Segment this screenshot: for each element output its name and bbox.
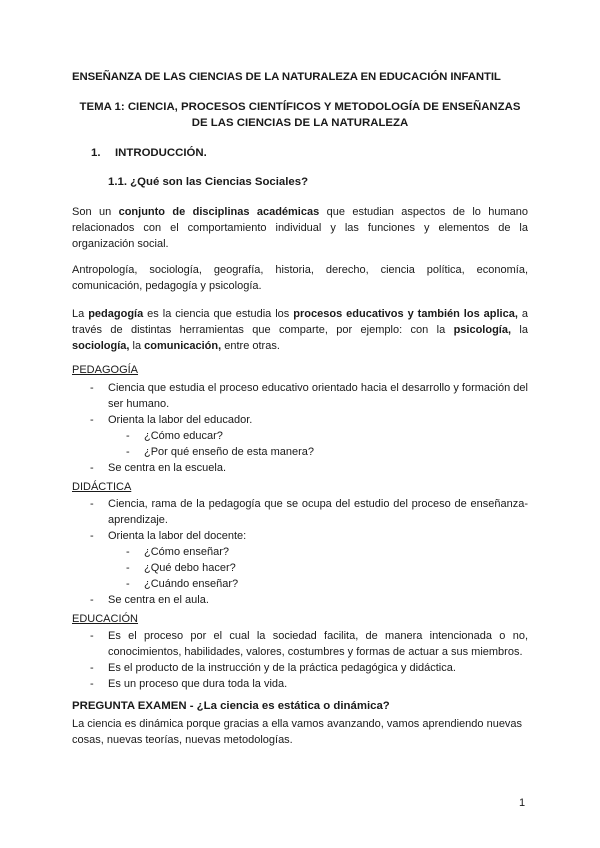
paragraph-disciplines: Antropología, sociología, geografía, historia, derecho, ciencia política, economía, comunicación, pedagogía y psicología. — [72, 264, 528, 292]
list-item: - Es un proceso que dura toda la vida. — [72, 676, 528, 692]
list-item: - Es el proceso por el cual la sociedad facilita, de manera intencionada o no, conocimientos, habilidades, valores, costumbres y formas de actuar a sus miembros. — [72, 628, 528, 660]
bold-run: sociología, — [72, 340, 130, 352]
list-item — [72, 412, 528, 460]
page-number: 1 — [519, 797, 526, 809]
didactica-list — [72, 496, 528, 608]
sub-list-item: - ¿Qué debo hacer? — [108, 560, 528, 576]
text-run: entre otras. — [221, 340, 280, 352]
pedagogia-heading: PEDAGOGÍA — [72, 364, 139, 376]
list-item: - Ciencia que estudia el proceso educativo orientado hacia el desarrollo y formación del ser humano. — [72, 380, 528, 412]
text-run: la — [129, 340, 145, 352]
paragraph-definition — [72, 204, 528, 252]
sub-list-item: - ¿Por qué enseño de esta manera? — [108, 444, 528, 460]
bold-run: pedagogía — [88, 308, 144, 320]
sub-list-item: - ¿Cómo enseñar? — [108, 544, 528, 560]
pedagogia-list — [72, 380, 528, 476]
subsection-heading: 1.1. ¿Qué son las Ciencias Sociales? — [108, 176, 309, 188]
sub-list-item: - ¿Cuándo enseñar? — [108, 576, 528, 592]
bold-run: conjunto de disciplinas académicas — [118, 206, 320, 218]
bold-run: comunicación, — [144, 340, 222, 352]
list-item: - Se centra en la escuela. — [72, 460, 528, 476]
didactica-heading: DIDÁCTICA — [72, 481, 132, 493]
text-run: Son un — [72, 206, 119, 218]
list-item: - Es el producto de la instrucción y de la práctica pedagógica y didáctica. — [72, 660, 528, 676]
bold-run: psicología, — [453, 324, 512, 336]
paragraph-pedagogy — [72, 306, 528, 354]
document-title: ENSEÑANZA DE LAS CIENCIAS DE LA NATURALEZA EN EDUCACIÓN INFANTIL — [72, 71, 501, 83]
educacion-list — [72, 628, 528, 692]
list-item: - Se centra en el aula. — [72, 592, 528, 608]
list-item — [72, 528, 528, 592]
tema-heading: TEMA 1: CIENCIA, PROCESOS CIENTÍFICOS Y METODOLOGÍA DE ENSEÑANZAS DE LAS CIENCIAS DE LA NATURALEZA — [79, 101, 521, 129]
text-run: La — [72, 308, 89, 320]
text-run: que estudian aspectos de lo humano relacionados con el comportamiento individual y las funciones y elementos de la organización social. — [72, 206, 529, 250]
educacion-heading: EDUCACIÓN — [72, 613, 139, 625]
exam-answer: La ciencia es dinámica porque gracias a ella vamos avanzando, vamos aprendiendo nuevas cosas, nuevas teorías, nuevas metodologías. — [72, 718, 523, 746]
list-item-text: Orienta la labor del docente: — [108, 530, 247, 542]
sub-list — [108, 544, 528, 592]
sub-list-item: - ¿Cómo educar? — [108, 428, 528, 444]
sub-list — [108, 428, 528, 460]
section-label: INTRODUCCIÓN. — [115, 147, 207, 159]
text-run: a través de distintas herramientas que comparte, por ejemplo: con la — [72, 308, 528, 336]
list-item: - Ciencia, rama de la pedagogía que se ocupa del estudio del proceso de enseñanza-aprendizaje. — [72, 496, 528, 528]
text-run: la — [511, 324, 528, 336]
section-heading — [91, 147, 207, 159]
section-number: 1. — [91, 147, 101, 159]
bold-run: procesos educativos y también los aplica, — [293, 308, 518, 320]
list-item-text: Orienta la labor del educador. — [108, 414, 253, 426]
exam-question-heading: PREGUNTA EXAMEN - ¿La ciencia es estática o dinámica? — [72, 700, 390, 712]
text-run: es la ciencia que estudia los — [143, 308, 294, 320]
